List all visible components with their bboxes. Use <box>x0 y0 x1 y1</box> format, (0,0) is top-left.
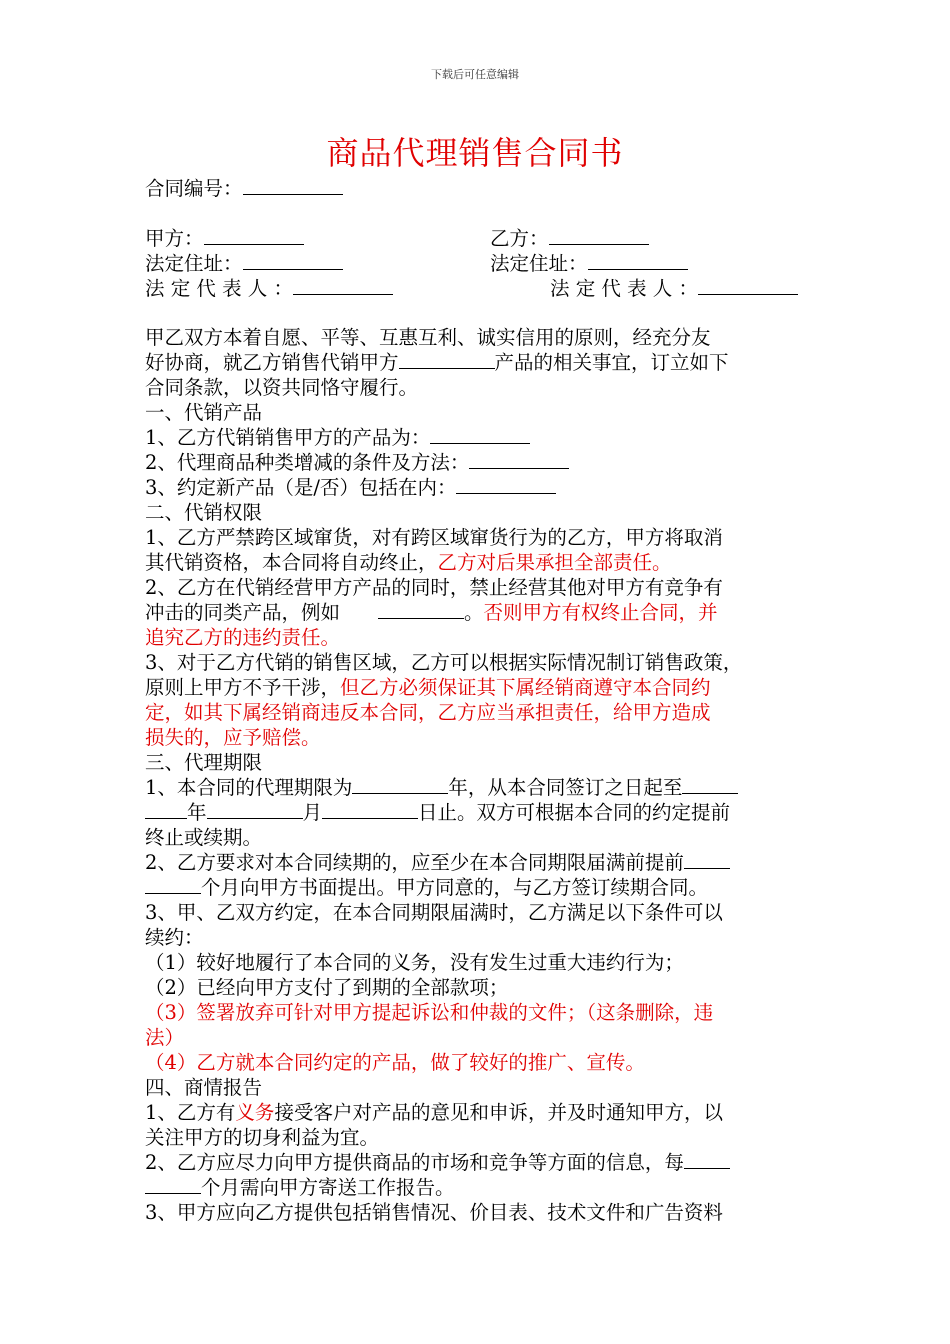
blank <box>456 475 556 494</box>
item-text: 1、乙方代销销售甲方的产品为： <box>145 426 431 449</box>
red-emphasis: 否则甲方有权终止合同，并 <box>483 601 718 624</box>
s1-item-2 <box>145 450 810 475</box>
s2-item-1-line-1: 1、乙方严禁跨区域窜货，对有跨区域窜货行为的乙方，甲方将取消 <box>145 526 723 549</box>
s2-item-1-line-2 <box>145 550 810 575</box>
s4-item-3-line-1: 3、甲方应向乙方提供包括销售情况、价目表、技术文件和广告资料 <box>145 1201 723 1224</box>
product-blank <box>399 350 495 369</box>
s3-condition-1: （1）较好地履行了本合同的义务，没有发生过重大违约行为； <box>145 951 684 974</box>
intro-line-1: 甲乙双方本着自愿、平等、互惠互利、诚实信用的原则，经充分友 <box>145 326 711 349</box>
s2-item-2-line-3: 追究乙方的违约责任。 <box>145 626 341 649</box>
item-text: 个月需向甲方寄送工作报告。 <box>201 1176 455 1199</box>
party-a-rep-blank <box>293 276 393 295</box>
blank <box>145 875 201 894</box>
blank <box>682 775 738 794</box>
item-text: 月 <box>302 801 323 824</box>
item-text: 个月向甲方书面提出。甲方同意的，与乙方签订续期合同。 <box>201 876 709 899</box>
party-b-rep-label: 法 定 代 表 人 ： <box>550 277 698 300</box>
section-1-heading: 一、代销产品 <box>145 401 263 424</box>
red-emphasis: 乙方对后果承担全部责任。 <box>437 551 672 574</box>
item-text: 1、乙方有 <box>145 1101 236 1124</box>
contract-body <box>145 325 810 1225</box>
item-text: 其代销资格，本合同将自动终止， <box>145 551 438 574</box>
party-a-address-row <box>145 251 343 276</box>
section-2-heading: 二、代销权限 <box>145 501 263 524</box>
item-text: 1、本合同的代理期限为 <box>145 776 353 799</box>
s3-item-2-line-1 <box>145 850 810 875</box>
blank <box>145 800 187 819</box>
s1-item-3 <box>145 475 810 500</box>
blank <box>322 800 418 819</box>
party-a-address-label: 法定住址： <box>145 252 243 275</box>
party-b-rep-blank <box>698 276 798 295</box>
item-text: 3、约定新产品（是/否）包括在内： <box>145 476 457 499</box>
item-text: 年 <box>187 801 207 824</box>
s3-item-1-line-2 <box>145 800 810 825</box>
blank <box>352 775 448 794</box>
red-emphasis: 义务 <box>235 1101 275 1124</box>
s3-condition-2: （2）已经向甲方支付了到期的全部款项； <box>145 976 509 999</box>
s3-item-3-line-2: 续约： <box>145 926 204 949</box>
blank <box>430 425 530 444</box>
contract-number-blank <box>243 176 343 195</box>
party-b-name-blank <box>549 226 649 245</box>
s3-item-3-line-1: 3、甲、乙双方约定，在本合同期限届满时，乙方满足以下条件可以 <box>145 901 723 924</box>
blank <box>145 1175 201 1194</box>
party-a-address-blank <box>243 251 343 270</box>
blank <box>469 450 569 469</box>
s2-item-3-line-1: 3、对于乙方代销的销售区域，乙方可以根据实际情况制订销售政策， <box>145 651 743 674</box>
party-a-name-row <box>145 226 304 251</box>
item-text: 冲击的同类产品，例如 <box>145 601 341 624</box>
s3-condition-3-line-2: 法） <box>145 1026 185 1049</box>
s2-item-2-line-1: 2、乙方在代销经营甲方产品的同时，禁止经营其他对甲方有竞争有 <box>145 576 723 599</box>
item-text: 接受客户对产品的意见和申诉，并及时通知甲方，以 <box>274 1101 723 1124</box>
contract-number-row <box>145 176 343 201</box>
intro-text: 好协商，就乙方销售代销甲方 <box>145 351 399 374</box>
party-a-name-blank <box>204 226 304 245</box>
s2-item-3-line-3: 定，如其下属经销商违反本合同，乙方应当承担责任，给甲方造成 <box>145 701 711 724</box>
intro-line-2 <box>145 350 810 375</box>
party-b-address-blank <box>588 251 688 270</box>
item-text: 2、代理商品种类增减的条件及方法： <box>145 451 470 474</box>
section-3-heading: 三、代理期限 <box>145 751 263 774</box>
s4-item-1-line-2: 关注甲方的切身利益为宜。 <box>145 1126 380 1149</box>
party-a-rep-label: 法 定 代 表 人 ： <box>145 277 293 300</box>
party-a-name-label: 甲方： <box>145 227 204 250</box>
s4-item-2-line-2 <box>145 1175 810 1200</box>
item-text: 2、乙方应尽力向甲方提供商品的市场和竞争等方面的信息，每 <box>145 1151 684 1174</box>
item-text: 。 <box>464 601 484 624</box>
s2-item-3-line-2 <box>145 675 810 700</box>
document-title: 商品代理销售合同书 <box>326 134 624 172</box>
intro-line-3: 合同条款，以资共同恪守履行。 <box>145 376 419 399</box>
party-b-name-row <box>490 226 649 251</box>
party-b-name-label: 乙方： <box>490 227 549 250</box>
s3-item-1-line-1 <box>145 775 810 800</box>
party-b-address-row <box>490 251 688 276</box>
item-text: 原则上甲方不予干涉， <box>145 676 341 699</box>
intro-text: 产品的相关事宜，订立如下 <box>494 351 729 374</box>
s1-item-1 <box>145 425 810 450</box>
blank <box>207 800 303 819</box>
header-note: 下载后可任意编辑 <box>431 68 519 81</box>
s4-item-2-line-1 <box>145 1150 810 1175</box>
s3-condition-4: （4）乙方就本合同约定的产品，做了较好的推广、宣传。 <box>145 1051 645 1074</box>
s2-item-2-line-2 <box>145 600 810 625</box>
contract-number-label: 合同编号： <box>145 177 243 200</box>
blank <box>378 600 464 619</box>
item-text: 日止。双方可根据本合同的约定提前 <box>418 801 731 824</box>
s3-item-2-line-2 <box>145 875 810 900</box>
s3-condition-3-line-1: （3）签署放弃可针对甲方提起诉讼和仲裁的文件；（这条删除，违 <box>145 1001 714 1024</box>
blank <box>684 850 730 869</box>
item-text: 年，从本合同签订之日起至 <box>448 776 683 799</box>
s3-item-1-line-3: 终止或续期。 <box>145 826 263 849</box>
red-emphasis: 但乙方必须保证其下属经销商遵守本合同约 <box>340 676 711 699</box>
section-4-heading: 四、商情报告 <box>145 1076 263 1099</box>
s2-item-3-line-4: 损失的，应予赔偿。 <box>145 726 321 749</box>
party-b-rep-row <box>550 276 798 301</box>
s4-item-1-line-1 <box>145 1100 810 1125</box>
party-b-address-label: 法定住址： <box>490 252 588 275</box>
item-text: 2、乙方要求对本合同续期的，应至少在本合同期限届满前提前 <box>145 851 684 874</box>
blank <box>684 1150 730 1169</box>
party-a-rep-row <box>145 276 393 301</box>
